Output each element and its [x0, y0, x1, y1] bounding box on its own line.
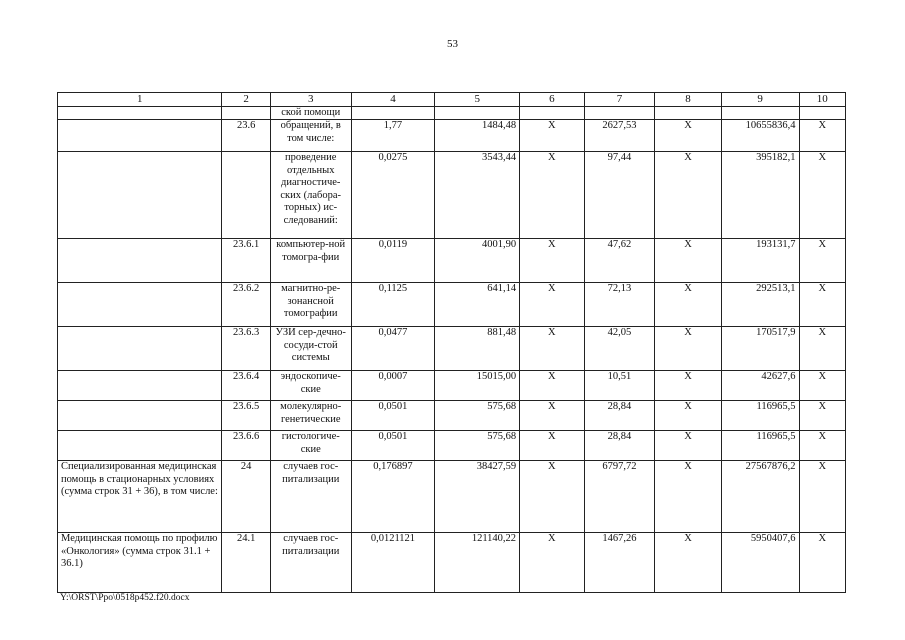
table-cell-col8: X — [655, 461, 722, 533]
table-cell-col8: X — [655, 327, 722, 371]
table-row — [58, 283, 846, 327]
table-cell-col10: X — [799, 461, 845, 533]
table-cell-col7: 42,05 — [584, 327, 655, 371]
table-cell-col5: 575,68 — [435, 401, 520, 431]
table-cell-col2: 24.1 — [222, 533, 270, 593]
table-cell-col5: 15015,00 — [435, 371, 520, 401]
table-row — [58, 106, 846, 120]
table-cell-col1 — [58, 239, 222, 283]
header-cell: 10 — [799, 93, 845, 107]
table-cell-col5 — [435, 106, 520, 120]
table-cell-col7: 28,84 — [584, 401, 655, 431]
table-cell-col1 — [58, 152, 222, 239]
table-cell-col4: 1,77 — [351, 120, 435, 152]
table-cell-col4: 0,0275 — [351, 152, 435, 239]
table-cell-col7: 72,13 — [584, 283, 655, 327]
table-cell-col3: обращений, в том числе: — [270, 120, 351, 152]
header-cell: 7 — [584, 93, 655, 107]
table-row — [58, 401, 846, 431]
header-cell: 9 — [721, 93, 799, 107]
table-cell-col2: 23.6.6 — [222, 431, 270, 461]
table-cell-col7: 6797,72 — [584, 461, 655, 533]
table-cell-col3: магнитно-ре-зонансной томографии — [270, 283, 351, 327]
table-cell-col5: 38427,59 — [435, 461, 520, 533]
table-cell-col2: 24 — [222, 461, 270, 533]
table-cell-col6: X — [520, 533, 585, 593]
table-cell-col9: 193131,7 — [721, 239, 799, 283]
table-cell-col8: X — [655, 371, 722, 401]
table-cell-col6: X — [520, 401, 585, 431]
table-cell-col9 — [721, 106, 799, 120]
table-cell-col4: 0,0121121 — [351, 533, 435, 593]
file-path-footer: Y:\ORST\Ppo\0518p452.f20.docx — [60, 593, 190, 603]
table-cell-col8: X — [655, 431, 722, 461]
table-cell-col2 — [222, 152, 270, 239]
table-cell-col2: 23.6.1 — [222, 239, 270, 283]
table-cell-col1 — [58, 283, 222, 327]
table-cell-col1 — [58, 120, 222, 152]
table-cell-col7: 10,51 — [584, 371, 655, 401]
header-cell: 5 — [435, 93, 520, 107]
table-cell-col3: УЗИ сер-дечно-сосуди-стой системы — [270, 327, 351, 371]
table-cell-col7: 47,62 — [584, 239, 655, 283]
table-row — [58, 120, 846, 152]
table-cell-col3: ской помощи — [270, 106, 351, 120]
table-row — [58, 371, 846, 401]
header-cell: 2 — [222, 93, 270, 107]
table-cell-col10: X — [799, 120, 845, 152]
header-cell: 3 — [270, 93, 351, 107]
table-cell-col3: случаев гос-питализации — [270, 533, 351, 593]
table-cell-col9: 170517,9 — [721, 327, 799, 371]
table-cell-col7: 1467,26 — [584, 533, 655, 593]
table-cell-col6: X — [520, 283, 585, 327]
table-cell-col6: X — [520, 461, 585, 533]
table-cell-col7 — [584, 106, 655, 120]
table-cell-col7: 2627,53 — [584, 120, 655, 152]
table-row — [58, 461, 846, 533]
header-row — [58, 93, 846, 107]
data-table — [57, 92, 846, 593]
table-cell-col3: компьютер-ной томогра-фии — [270, 239, 351, 283]
table-cell-col10 — [799, 106, 845, 120]
table-cell-col1: Медицинская помощь по профилю «Онкология» (сумма строк 31.1 + 36.1) — [58, 533, 222, 593]
table-cell-col5: 4001,90 — [435, 239, 520, 283]
table-cell-col1 — [58, 431, 222, 461]
table-row — [58, 239, 846, 283]
table-cell-col3: случаев гос-питализации — [270, 461, 351, 533]
header-cell: 4 — [351, 93, 435, 107]
table-cell-col10: X — [799, 431, 845, 461]
table-cell-col1 — [58, 371, 222, 401]
table-cell-col4: 0,0501 — [351, 431, 435, 461]
table-cell-col4: 0,1125 — [351, 283, 435, 327]
table-cell-col5: 641,14 — [435, 283, 520, 327]
table-cell-col6: X — [520, 239, 585, 283]
table-cell-col1 — [58, 327, 222, 371]
table-cell-col8: X — [655, 120, 722, 152]
table-row — [58, 327, 846, 371]
table-cell-col3: эндоскопиче-ские — [270, 371, 351, 401]
table-cell-col10: X — [799, 401, 845, 431]
table-cell-col9: 42627,6 — [721, 371, 799, 401]
table-cell-col2: 23.6.2 — [222, 283, 270, 327]
table-cell-col10: X — [799, 327, 845, 371]
table-cell-col9: 5950407,6 — [721, 533, 799, 593]
table-cell-col1 — [58, 401, 222, 431]
header-cell: 6 — [520, 93, 585, 107]
table-cell-col10: X — [799, 371, 845, 401]
table-cell-col2: 23.6 — [222, 120, 270, 152]
table-cell-col2: 23.6.3 — [222, 327, 270, 371]
table-cell-col2: 23.6.4 — [222, 371, 270, 401]
table-cell-col2 — [222, 106, 270, 120]
table-cell-col10: X — [799, 533, 845, 593]
table-cell-col3: молекулярно-генетические — [270, 401, 351, 431]
header-cell: 8 — [655, 93, 722, 107]
table-cell-col8: X — [655, 533, 722, 593]
table-cell-col6 — [520, 106, 585, 120]
table-cell-col8 — [655, 106, 722, 120]
table-cell-col8: X — [655, 283, 722, 327]
table-cell-col9: 395182,1 — [721, 152, 799, 239]
table-cell-col4 — [351, 106, 435, 120]
table-cell-col8: X — [655, 401, 722, 431]
table-cell-col5: 3543,44 — [435, 152, 520, 239]
header-cell: 1 — [58, 93, 222, 107]
table-cell-col2: 23.6.5 — [222, 401, 270, 431]
table-cell-col3: проведение отдельных диагностиче-ских (лабора-торных) ис-следований: — [270, 152, 351, 239]
table-cell-col6: X — [520, 152, 585, 239]
page-number: 53 — [447, 38, 458, 50]
table-row — [58, 431, 846, 461]
table-cell-col10: X — [799, 283, 845, 327]
table-cell-col9: 27567876,2 — [721, 461, 799, 533]
table-cell-col1 — [58, 106, 222, 120]
table-cell-col8: X — [655, 152, 722, 239]
table-cell-col10: X — [799, 239, 845, 283]
table-cell-col9: 10655836,4 — [721, 120, 799, 152]
table-cell-col8: X — [655, 239, 722, 283]
table-cell-col7: 97,44 — [584, 152, 655, 239]
table-cell-col9: 292513,1 — [721, 283, 799, 327]
table-cell-col5: 121140,22 — [435, 533, 520, 593]
table-cell-col6: X — [520, 120, 585, 152]
table-cell-col6: X — [520, 371, 585, 401]
table-cell-col6: X — [520, 431, 585, 461]
table-cell-col3: гистологиче-ские — [270, 431, 351, 461]
table-cell-col4: 0,0119 — [351, 239, 435, 283]
table-cell-col1: Специализированная медицинская помощь в стационарных условиях (сумма строк 31 + 36), в том числе: — [58, 461, 222, 533]
table-cell-col7: 28,84 — [584, 431, 655, 461]
table-cell-col10: X — [799, 152, 845, 239]
table-cell-col5: 881,48 — [435, 327, 520, 371]
table-cell-col9: 116965,5 — [721, 431, 799, 461]
table-cell-col4: 0,176897 — [351, 461, 435, 533]
table-cell-col6: X — [520, 327, 585, 371]
table-cell-col5: 1484,48 — [435, 120, 520, 152]
table-cell-col4: 0,0501 — [351, 401, 435, 431]
table-row — [58, 152, 846, 239]
table-cell-col4: 0,0007 — [351, 371, 435, 401]
table-cell-col5: 575,68 — [435, 431, 520, 461]
table-cell-col9: 116965,5 — [721, 401, 799, 431]
table-cell-col4: 0,0477 — [351, 327, 435, 371]
table-row — [58, 533, 846, 593]
